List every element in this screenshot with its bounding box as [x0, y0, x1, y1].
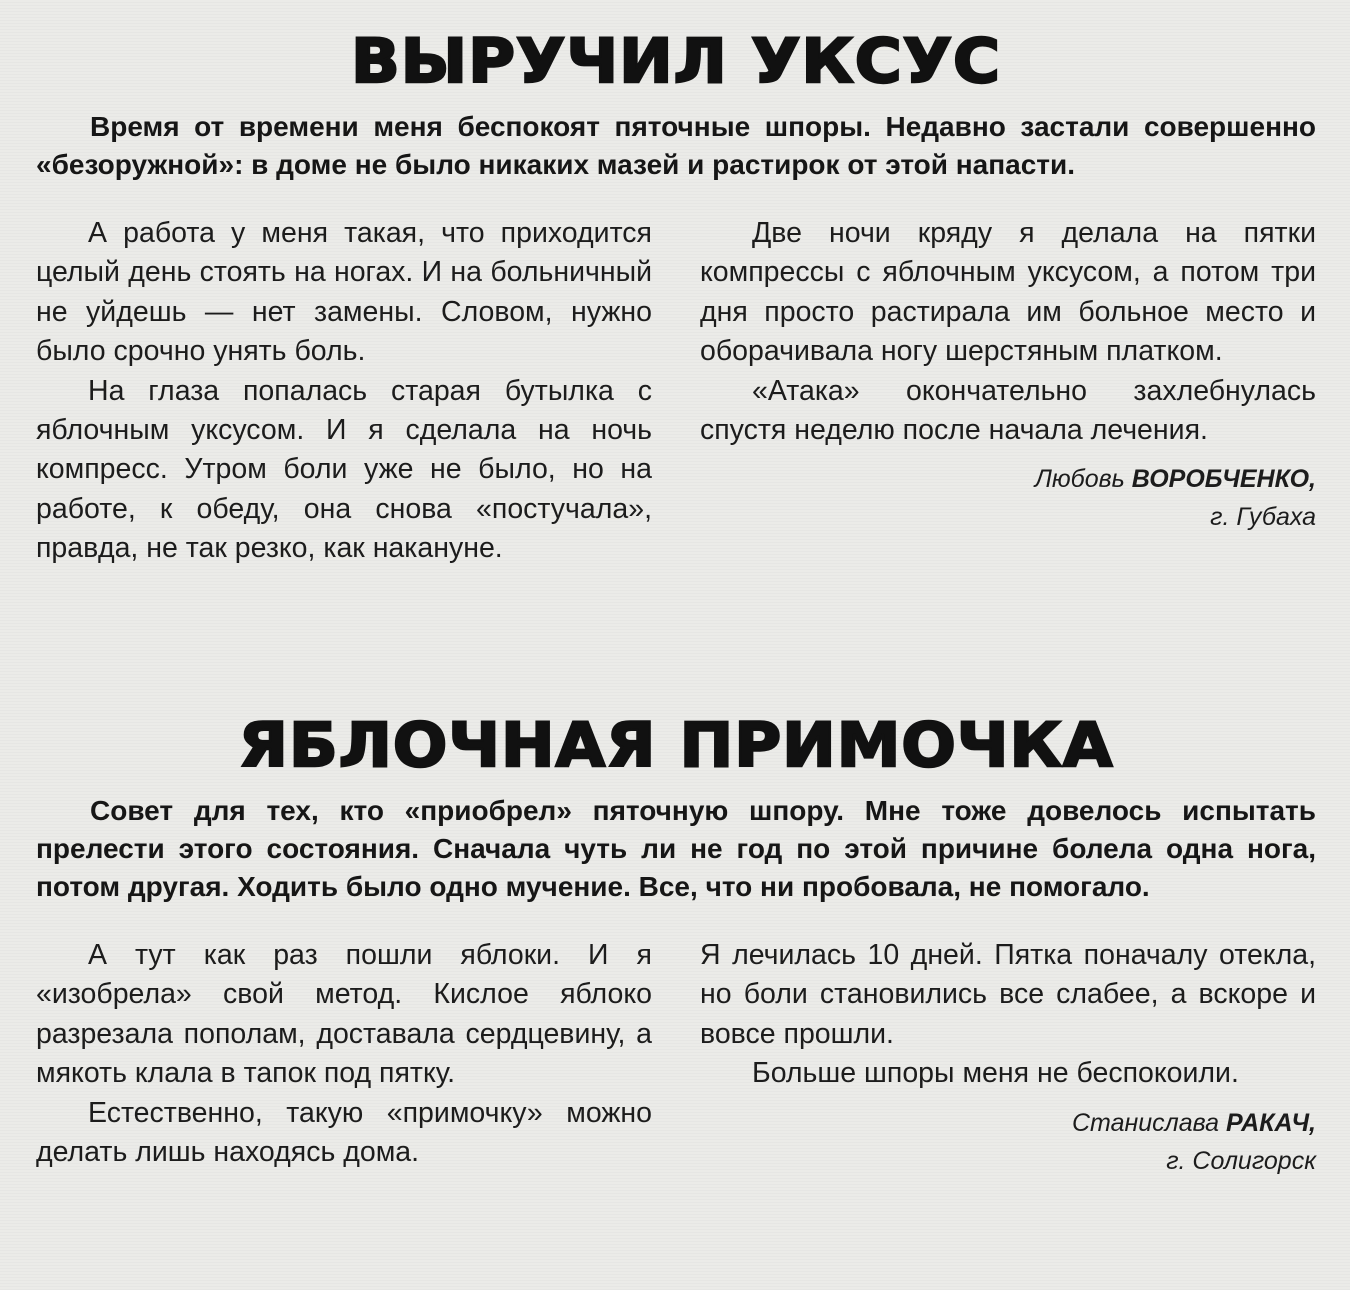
- author-name: Станислава: [1071, 1108, 1220, 1137]
- article-vyruchil-uksus: [36, 22, 1316, 569]
- author-surname: РАКАЧ,: [1226, 1108, 1316, 1137]
- paragraph: Я лечилась 10 дней. Пятка поначалу отекла, но боли становились все слабее, а вскоре и вовсе прошли.: [700, 939, 1316, 1050]
- author-signature: [700, 1104, 1316, 1180]
- article-lead: Время от времени меня беспокоят пяточные шпоры. Недавно застали совершенно «безоружной»: в доме не было никаких мазей и растирок от этой напасти.: [36, 111, 1316, 180]
- article-columns: [36, 936, 1316, 1180]
- author-city: г. Солигорск: [1166, 1146, 1316, 1175]
- paragraph: Естественно, такую «примочку» можно делать лишь находясь дома.: [36, 1096, 652, 1169]
- article-yablochnaya-primochka: [36, 706, 1316, 1180]
- paragraph: А тут как раз пошли яблоки. И я «изобрела» свой метод. Кислое яблоко разрезала пополам, доставала сердцевину, а мякоть клала в тапок под пятку.: [36, 939, 652, 1090]
- article-lead: Совет для тех, кто «приобрел» пяточную шпору. Мне тоже довелось испытать прелести этого состояния. Сначала чуть ли не год по этой причине болела одна нога, потом другая. Ходить было одно мучение. Все, что ни пробовала, не помогало.: [36, 795, 1316, 902]
- right-column: [700, 936, 1316, 1180]
- paragraph: Две ночи кряду я делала на пятки компрессы с яблочным уксусом, а потом три дня просто растирала им больное место и оборачивала ногу шерстяным платком.: [700, 217, 1316, 368]
- left-column: [36, 936, 652, 1180]
- author-city: г. Губаха: [1210, 503, 1316, 532]
- article-headline: ЯБЛОЧНАЯ ПРИМОЧКА: [238, 710, 1114, 782]
- left-column: [36, 214, 652, 569]
- article-columns: [36, 214, 1316, 569]
- paragraph: «Атака» окончательно захлебнулась спустя неделю после начала лечения.: [700, 374, 1316, 447]
- article-headline: ВЫРУЧИЛ УКСУС: [351, 26, 1001, 98]
- author-name: Любовь: [1034, 465, 1125, 494]
- right-column: [700, 214, 1316, 569]
- paragraph: На глаза попалась старая бутылка с яблочным уксусом. И я сделала на ночь компресс. Утром боли уже не было, но на работе, к обеду, она снова «постучала», правда, не так резко, как накануне.: [36, 374, 652, 565]
- author-surname: ВОРОБЧЕНКО,: [1131, 465, 1316, 494]
- author-signature: [700, 460, 1316, 536]
- paragraph: А работа у меня такая, что приходится целый день стоять на ногах. И на больничный не уйдешь — нет замены. Словом, нужно было срочно унять боль.: [36, 217, 652, 368]
- paragraph: Больше шпоры меня не беспокоили.: [752, 1057, 1239, 1090]
